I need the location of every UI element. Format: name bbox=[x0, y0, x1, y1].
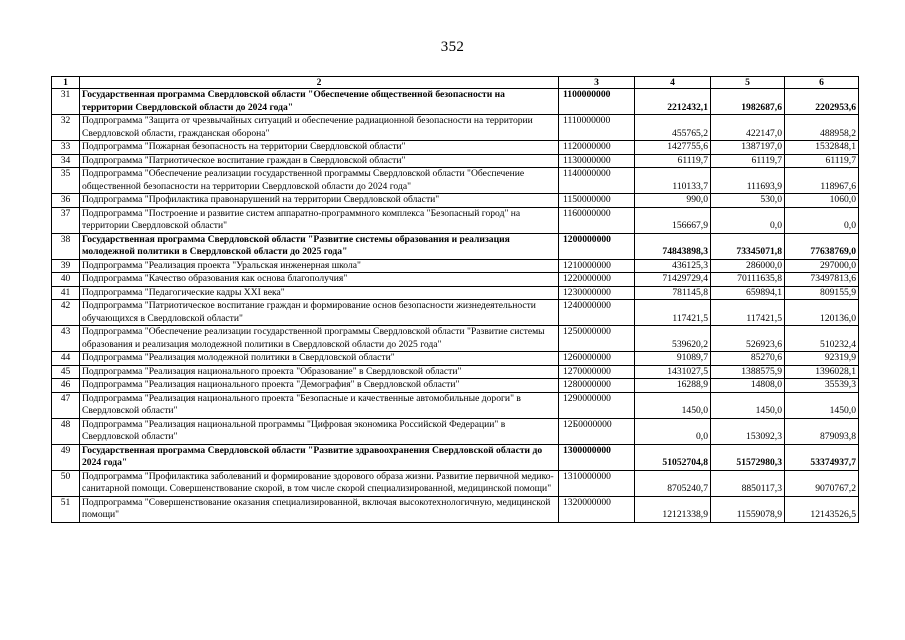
amount-col5: 70111635,8 bbox=[711, 273, 785, 287]
budget-table bbox=[51, 76, 859, 523]
budget-code: 1310000000 bbox=[559, 470, 635, 496]
amount-col6: 2202953,6 bbox=[785, 89, 859, 115]
amount-col5: 422147,0 bbox=[711, 115, 785, 141]
amount-col5: 1388575,9 bbox=[711, 365, 785, 379]
table-row bbox=[52, 273, 859, 287]
row-number: 37 bbox=[52, 207, 80, 233]
budget-code: 1130000000 bbox=[559, 154, 635, 168]
budget-code: 1150000000 bbox=[559, 194, 635, 208]
row-number: 42 bbox=[52, 300, 80, 326]
amount-col4: 455765,2 bbox=[635, 115, 711, 141]
table-row bbox=[52, 392, 859, 418]
table-row bbox=[52, 444, 859, 470]
amount-col5: 14808,0 bbox=[711, 379, 785, 393]
table-row bbox=[52, 470, 859, 496]
table-row bbox=[52, 233, 859, 259]
amount-col4: 8705240,7 bbox=[635, 470, 711, 496]
amount-col5: 286000,0 bbox=[711, 259, 785, 273]
amount-col6: 61119,7 bbox=[785, 154, 859, 168]
amount-col4: 0,0 bbox=[635, 418, 711, 444]
amount-col4: 781145,8 bbox=[635, 286, 711, 300]
header-cell: 4 bbox=[635, 77, 711, 89]
table-row bbox=[52, 352, 859, 366]
amount-col6: 1396028,1 bbox=[785, 365, 859, 379]
budget-code: 1110000000 bbox=[559, 115, 635, 141]
amount-col4: 110133,7 bbox=[635, 168, 711, 194]
table-row bbox=[52, 365, 859, 379]
amount-col6: 53374937,7 bbox=[785, 444, 859, 470]
amount-col5: 1450,0 bbox=[711, 392, 785, 418]
row-number: 49 bbox=[52, 444, 80, 470]
budget-code: 1320000000 bbox=[559, 496, 635, 522]
budget-code: 1250000000 bbox=[559, 326, 635, 352]
header-cell: 2 bbox=[80, 77, 559, 89]
amount-col5: 1982687,6 bbox=[711, 89, 785, 115]
amount-col6: 73497813,6 bbox=[785, 273, 859, 287]
row-number: 33 bbox=[52, 141, 80, 155]
program-name: Подпрограмма "Реализация национального проекта "Образование" в Свердловской области" bbox=[80, 365, 559, 379]
amount-col5: 526923,6 bbox=[711, 326, 785, 352]
row-number: 43 bbox=[52, 326, 80, 352]
amount-col6: 0,0 bbox=[785, 207, 859, 233]
row-number: 35 bbox=[52, 168, 80, 194]
program-name: Подпрограмма "Качество образования как основа благополучия" bbox=[80, 273, 559, 287]
amount-col6: 510232,4 bbox=[785, 326, 859, 352]
program-name: Государственная программа Свердловской области "Развитие здравоохранения Свердловской области до 2024 года" bbox=[80, 444, 559, 470]
program-name: Подпрограмма "Патриотическое воспитание граждан и формирование основ безопасности жизнедеятельности обучающихся в Свердловской области" bbox=[80, 300, 559, 326]
table-row bbox=[52, 89, 859, 115]
amount-col5: 659894,1 bbox=[711, 286, 785, 300]
amount-col4: 61119,7 bbox=[635, 154, 711, 168]
budget-code: 1220000000 bbox=[559, 273, 635, 287]
budget-code: 1270000000 bbox=[559, 365, 635, 379]
amount-col4: 436125,3 bbox=[635, 259, 711, 273]
budget-code: 1100000000 bbox=[559, 89, 635, 115]
row-number: 48 bbox=[52, 418, 80, 444]
program-name: Подпрограмма "Патриотическое воспитание граждан в Свердловской области" bbox=[80, 154, 559, 168]
amount-col6: 77638769,0 bbox=[785, 233, 859, 259]
amount-col6: 488958,2 bbox=[785, 115, 859, 141]
row-number: 32 bbox=[52, 115, 80, 141]
amount-col4: 71429729,4 bbox=[635, 273, 711, 287]
row-number: 44 bbox=[52, 352, 80, 366]
amount-col6: 1450,0 bbox=[785, 392, 859, 418]
row-number: 38 bbox=[52, 233, 80, 259]
table-row bbox=[52, 379, 859, 393]
budget-code: 1200000000 bbox=[559, 233, 635, 259]
amount-col4: 74843898,3 bbox=[635, 233, 711, 259]
header-cell: 5 bbox=[711, 77, 785, 89]
page-number: 352 bbox=[440, 39, 465, 55]
amount-col6: 35539,3 bbox=[785, 379, 859, 393]
amount-col4: 990,0 bbox=[635, 194, 711, 208]
amount-col6: 12143526,5 bbox=[785, 496, 859, 522]
amount-col5: 111693,9 bbox=[711, 168, 785, 194]
budget-code: 1260000000 bbox=[559, 352, 635, 366]
budget-code: 1230000000 bbox=[559, 286, 635, 300]
program-name: Подпрограмма "Педагогические кадры XXI века" bbox=[80, 286, 559, 300]
header-row bbox=[52, 77, 859, 89]
amount-col5: 11559078,9 bbox=[711, 496, 785, 522]
table-row bbox=[52, 154, 859, 168]
amount-col5: 51572980,3 bbox=[711, 444, 785, 470]
budget-code: 1140000000 bbox=[559, 168, 635, 194]
header-cell: 1 bbox=[52, 77, 80, 89]
amount-col4: 1427755,6 bbox=[635, 141, 711, 155]
program-name: Подпрограмма "Реализация национального проекта "Демография" в Свердловской области" bbox=[80, 379, 559, 393]
row-number: 39 bbox=[52, 259, 80, 273]
budget-code: 1240000000 bbox=[559, 300, 635, 326]
amount-col4: 2212432,1 bbox=[635, 89, 711, 115]
table-row bbox=[52, 286, 859, 300]
header-cell: 3 bbox=[559, 77, 635, 89]
amount-col4: 1450,0 bbox=[635, 392, 711, 418]
program-name: Подпрограмма "Реализация проекта "Уральская инженерная школа" bbox=[80, 259, 559, 273]
program-name: Подпрограмма "Профилактика заболеваний и формирование здорового образа жизни. Развитие первичной медико-санитарной помощи. Совершенствование скорой, в том числе скорой специализированной, медицинской помощи" bbox=[80, 470, 559, 496]
header-cell: 6 bbox=[785, 77, 859, 89]
amount-col6: 118967,6 bbox=[785, 168, 859, 194]
budget-code: 1280000000 bbox=[559, 379, 635, 393]
amount-col5: 1387197,0 bbox=[711, 141, 785, 155]
program-name: Подпрограмма "Совершенствование оказания специализированной, включая высокотехнологичную, медицинской помощи" bbox=[80, 496, 559, 522]
program-name: Подпрограмма "Реализация национальной программы "Цифровая экономика Российской Федерации" в Свердловской области" bbox=[80, 418, 559, 444]
program-name: Государственная программа Свердловской области "Развитие системы образования и реализация молодежной политики в Свердловской области до 2025 года" bbox=[80, 233, 559, 259]
amount-col6: 879093,8 bbox=[785, 418, 859, 444]
amount-col6: 92319,9 bbox=[785, 352, 859, 366]
row-number: 36 bbox=[52, 194, 80, 208]
row-number: 46 bbox=[52, 379, 80, 393]
amount-col4: 117421,5 bbox=[635, 300, 711, 326]
amount-col5: 61119,7 bbox=[711, 154, 785, 168]
amount-col4: 51052704,8 bbox=[635, 444, 711, 470]
amount-col4: 156667,9 bbox=[635, 207, 711, 233]
program-name: Подпрограмма "Профилактика правонарушений на территории Свердловской области" bbox=[80, 194, 559, 208]
budget-code: 1160000000 bbox=[559, 207, 635, 233]
amount-col6: 9070767,2 bbox=[785, 470, 859, 496]
amount-col5: 530,0 bbox=[711, 194, 785, 208]
amount-col6: 120136,0 bbox=[785, 300, 859, 326]
budget-code: 1290000000 bbox=[559, 392, 635, 418]
program-name: Подпрограмма "Защита от чрезвычайных ситуаций и обеспечение радиационной безопасности на территории Свердловской области, гражданская оборона" bbox=[80, 115, 559, 141]
program-name: Подпрограмма "Обеспечение реализации государственной программы Свердловской области "Обеспечение общественной безопасности на территории Свердловской области до 2024 года" bbox=[80, 168, 559, 194]
budget-code: 1120000000 bbox=[559, 141, 635, 155]
amount-col4: 91089,7 bbox=[635, 352, 711, 366]
amount-col4: 539620,2 bbox=[635, 326, 711, 352]
amount-col5: 73345071,8 bbox=[711, 233, 785, 259]
table-row bbox=[52, 496, 859, 522]
budget-code: 1300000000 bbox=[559, 444, 635, 470]
program-name: Подпрограмма "Обеспечение реализации государственной программы Свердловской области "Развитие системы образования и реализация молодежной политики в Свердловской области до 2025 года" bbox=[80, 326, 559, 352]
program-name: Подпрограмма "Построение и развитие систем аппаратно-программного комплекса "Безопасный город" на территории Свердловской области" bbox=[80, 207, 559, 233]
row-number: 34 bbox=[52, 154, 80, 168]
row-number: 47 bbox=[52, 392, 80, 418]
row-number: 51 bbox=[52, 496, 80, 522]
amount-col5: 153092,3 bbox=[711, 418, 785, 444]
table-row bbox=[52, 115, 859, 141]
program-name: Подпрограмма "Пожарная безопасность на территории Свердловской области" bbox=[80, 141, 559, 155]
row-number: 41 bbox=[52, 286, 80, 300]
table-row bbox=[52, 300, 859, 326]
row-number: 50 bbox=[52, 470, 80, 496]
table-row bbox=[52, 207, 859, 233]
table-row bbox=[52, 141, 859, 155]
table-row bbox=[52, 194, 859, 208]
amount-col5: 117421,5 bbox=[711, 300, 785, 326]
amount-col6: 809155,9 bbox=[785, 286, 859, 300]
table-row bbox=[52, 326, 859, 352]
amount-col4: 16288,9 bbox=[635, 379, 711, 393]
amount-col4: 12121338,9 bbox=[635, 496, 711, 522]
program-name: Подпрограмма "Реализация молодежной политики в Свердловской области" bbox=[80, 352, 559, 366]
amount-col6: 1532848,1 bbox=[785, 141, 859, 155]
amount-col6: 1060,0 bbox=[785, 194, 859, 208]
amount-col5: 0,0 bbox=[711, 207, 785, 233]
row-number: 40 bbox=[52, 273, 80, 287]
program-name: Государственная программа Свердловской области "Обеспечение общественной безопасности на территории Свердловской области до 2024 года" bbox=[80, 89, 559, 115]
program-name: Подпрограмма "Реализация национального проекта "Безопасные и качественные автомобильные дороги" в Свердловской области" bbox=[80, 392, 559, 418]
amount-col5: 8850117,3 bbox=[711, 470, 785, 496]
budget-code: 1210000000 bbox=[559, 259, 635, 273]
row-number: 45 bbox=[52, 365, 80, 379]
table-row bbox=[52, 259, 859, 273]
amount-col4: 1431027,5 bbox=[635, 365, 711, 379]
amount-col6: 297000,0 bbox=[785, 259, 859, 273]
amount-col5: 85270,6 bbox=[711, 352, 785, 366]
table-row bbox=[52, 168, 859, 194]
budget-code: 12Б0000000 bbox=[559, 418, 635, 444]
row-number: 31 bbox=[52, 89, 80, 115]
table-row bbox=[52, 418, 859, 444]
